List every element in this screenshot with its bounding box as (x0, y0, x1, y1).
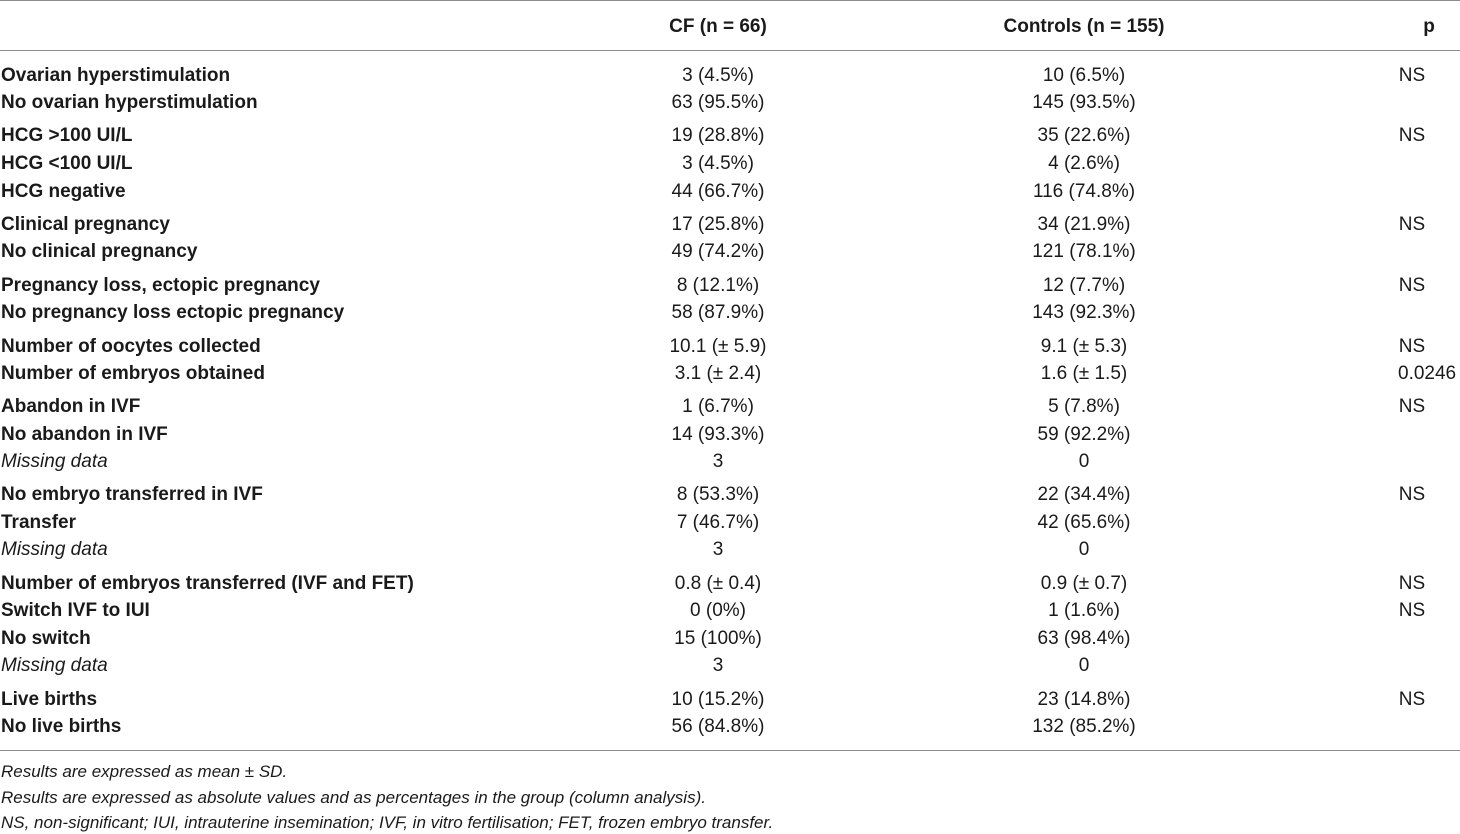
row-label: No live births (1, 716, 122, 737)
row-controls-value: 63 (98.4%) (1037, 628, 1131, 649)
row-cf-value: 3 (4.5%) (682, 65, 754, 86)
row-controls-value: 59 (92.2%) (1037, 424, 1131, 445)
row-cf-value: 58 (87.9%) (671, 302, 765, 323)
row-p-value: NS (1398, 573, 1426, 594)
header-cf: CF (n = 66) (669, 16, 767, 37)
row-cf-value: 10.1 (± 5.9) (669, 336, 767, 357)
row-p-value: NS (1398, 275, 1426, 296)
row-cf-value: 3 (712, 451, 724, 472)
row-label: Number of oocytes collected (1, 336, 261, 357)
row-cf-value: 3 (4.5%) (682, 153, 754, 174)
row-label: Missing data (1, 655, 108, 676)
row-controls-value: 1 (1.6%) (1048, 600, 1120, 621)
row-controls-value: 9.1 (± 5.3) (1040, 336, 1128, 357)
row-cf-value: 8 (53.3%) (676, 484, 760, 505)
row-p-value: NS (1398, 65, 1426, 86)
row-cf-value: 3 (712, 539, 724, 560)
row-cf-value: 3.1 (± 2.4) (674, 363, 762, 384)
row-controls-value: 0.9 (± 0.7) (1040, 573, 1128, 594)
row-label: Number of embryos transferred (IVF and FET) (1, 573, 414, 594)
row-cf-value: 17 (25.8%) (671, 214, 765, 235)
row-label: Transfer (1, 512, 76, 533)
row-label: Pregnancy loss, ectopic pregnancy (1, 275, 320, 296)
row-cf-value: 0.8 (± 0.4) (674, 573, 762, 594)
row-p-value: NS (1398, 125, 1426, 146)
row-controls-value: 4 (2.6%) (1048, 153, 1120, 174)
row-cf-value: 56 (84.8%) (671, 716, 765, 737)
row-controls-value: 143 (92.3%) (1032, 302, 1136, 323)
header-controls: Controls (n = 155) (1003, 16, 1165, 37)
row-cf-value: 49 (74.2%) (671, 241, 765, 262)
row-cf-value: 7 (46.7%) (676, 512, 760, 533)
row-p-value: NS (1398, 396, 1426, 417)
row-controls-value: 22 (34.4%) (1037, 484, 1131, 505)
row-controls-value: 23 (14.8%) (1037, 689, 1131, 710)
row-p-value: NS (1398, 214, 1426, 235)
header-p: p (1423, 16, 1435, 37)
row-cf-value: 10 (15.2%) (671, 689, 765, 710)
row-controls-value: 1.6 (± 1.5) (1040, 363, 1128, 384)
row-controls-value: 5 (7.8%) (1048, 396, 1120, 417)
row-label: No ovarian hyperstimulation (1, 92, 258, 113)
row-label: Number of embryos obtained (1, 363, 265, 384)
row-label: Abandon in IVF (1, 396, 141, 417)
table-top-rule (0, 0, 1460, 1)
row-label: HCG >100 UI/L (1, 125, 133, 146)
row-controls-value: 0 (1078, 451, 1090, 472)
row-label: No embryo transferred in IVF (1, 484, 263, 505)
row-controls-value: 121 (78.1%) (1032, 241, 1136, 262)
row-controls-value: 35 (22.6%) (1037, 125, 1131, 146)
footnote-3: NS, non-significant; IUI, intrauterine insemination; IVF, in vitro fertilisation; FET, frozen embryo transfer. (1, 813, 774, 832)
row-controls-value: 42 (65.6%) (1037, 512, 1131, 533)
row-controls-value: 0 (1078, 655, 1090, 676)
row-label: No clinical pregnancy (1, 241, 198, 262)
row-controls-value: 0 (1078, 539, 1090, 560)
row-label: No switch (1, 628, 91, 649)
row-cf-value: 0 (0%) (690, 600, 746, 621)
row-cf-value: 8 (12.1%) (676, 275, 760, 296)
row-cf-value: 15 (100%) (674, 628, 762, 649)
table-bottom-rule (0, 750, 1460, 751)
row-label: HCG <100 UI/L (1, 153, 133, 174)
row-cf-value: 44 (66.7%) (671, 181, 765, 202)
row-controls-value: 12 (7.7%) (1042, 275, 1126, 296)
row-cf-value: 19 (28.8%) (671, 125, 765, 146)
row-label: Clinical pregnancy (1, 214, 170, 235)
row-label: Switch IVF to IUI (1, 600, 150, 621)
row-label: Missing data (1, 539, 108, 560)
row-p-value: NS (1398, 689, 1426, 710)
row-cf-value: 1 (6.7%) (682, 396, 754, 417)
row-label: Ovarian hyperstimulation (1, 65, 231, 86)
row-label: Live births (1, 689, 98, 710)
row-label: HCG negative (1, 181, 126, 202)
row-label: Missing data (1, 451, 108, 472)
footnote-1: Results are expressed as mean ± SD. (1, 762, 288, 781)
row-controls-value: 34 (21.9%) (1037, 214, 1131, 235)
row-cf-value: 3 (712, 655, 724, 676)
row-label: No pregnancy loss ectopic pregnancy (1, 302, 345, 323)
row-controls-value: 132 (85.2%) (1032, 716, 1136, 737)
row-cf-value: 63 (95.5%) (671, 92, 765, 113)
row-cf-value: 14 (93.3%) (671, 424, 765, 445)
row-p-value: NS (1398, 484, 1426, 505)
row-label: No abandon in IVF (1, 424, 168, 445)
row-controls-value: 116 (74.8%) (1032, 181, 1136, 202)
header-rule (0, 50, 1460, 51)
row-p-value: NS (1398, 600, 1426, 621)
row-controls-value: 10 (6.5%) (1042, 65, 1126, 86)
row-controls-value: 145 (93.5%) (1032, 92, 1136, 113)
row-p-value: 0.0246 (1398, 363, 1457, 384)
footnote-2: Results are expressed as absolute values and as percentages in the group (column analysis). (1, 788, 706, 807)
row-p-value: NS (1398, 336, 1426, 357)
